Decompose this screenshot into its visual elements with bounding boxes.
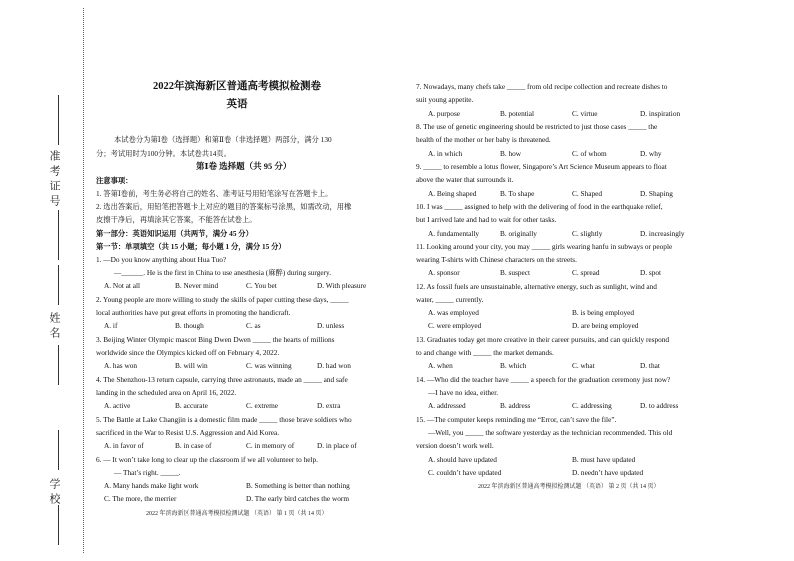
exam-title: 2022年滨海新区普通高考模拟检测卷 (153, 81, 321, 92)
q12-option-b: B. is being employed (572, 308, 635, 317)
note-2a: 2. 选出答案后，用铅笔把答题卡上对应的题目的答案标号涂黑，如需改动，用橡 (96, 202, 352, 211)
q11-option-c: C. spread (572, 268, 600, 277)
q15-option-a: A. should have updated (428, 455, 497, 464)
exam-subject: 英语 (226, 99, 248, 110)
q5-option-b: B. in case of (175, 441, 212, 450)
q7-option-d: D. inspiration (640, 109, 681, 118)
q2-option-d: D. unless (317, 321, 345, 330)
q14-option-d: D. to address (640, 401, 679, 410)
q2-option-a: A. if (104, 321, 118, 330)
q5-option-c: C. in memory of (246, 441, 295, 450)
intro-line-1: 本试卷分为第Ⅰ卷（选择题）和第Ⅱ卷（非选择题）两部分，满分 130 (114, 135, 332, 144)
q12-stem-1: 12. As fossil fuels are unsustainable, alternative energy, such as sunlight, wind and (416, 282, 657, 291)
q12-stem-2: water, _____ currently. (416, 295, 484, 304)
q12-option-a: A. was employed (428, 308, 479, 317)
q13-option-c: C. what (572, 361, 595, 370)
q14-stem-1: 14. —Who did the teacher have _____ a speech for the graduation ceremony just now? (416, 375, 671, 384)
q13-option-b: B. which (500, 361, 527, 370)
q6-stem-2: — That’s right. _____. (114, 468, 181, 477)
school-field-line (58, 430, 59, 470)
q9-option-b: B. To shape (500, 189, 535, 198)
q2-stem-2: local authorities have put great efforts in promoting the handicraft. (96, 308, 291, 317)
q3-option-c: C. was winning (246, 361, 292, 370)
q1-option-b: B. Never mind (175, 281, 219, 290)
note-1: 1. 答第Ⅰ卷前，考生务必将自己的姓名、准考证号用铅笔涂写在答题卡上。 (96, 189, 333, 198)
q13-option-d: D. that (640, 361, 660, 370)
q6-option-d: D. The early bird catches the worm (246, 494, 349, 503)
q8-stem-2: health of the mother or her baby is threatened. (416, 135, 551, 144)
q2-stem-1: 2. Young people are more willing to study the skills of paper cutting these days, _____ (96, 295, 349, 304)
q15-stem-1: 15. —The computer keeps reminding me “Error, can’t save the file”. (416, 415, 617, 424)
q4-stem-2: landing in the scheduled area on April 16, 2022. (96, 388, 237, 397)
q8-stem-1: 8. The use of genetic engineering should be restricted to just those cases _____ the (416, 122, 658, 131)
section-title: 第Ⅰ卷 选择题（共 95 分） (196, 161, 292, 171)
q5-stem-1: 5. The Battle at Lake Changjin is a domestic film made _____ those brave soldiers who (96, 415, 352, 424)
q7-stem-1: 7. Nowadays, many chefs take _____ from old recipe collection and recreate dishes to (416, 82, 668, 91)
part-1-heading: 第一部分：英语知识运用（共两节，满分 45 分） (96, 229, 253, 238)
q11-option-d: D. spot (640, 268, 662, 277)
name-field-line (58, 265, 59, 305)
notes-title: 注意事项： (96, 176, 133, 185)
q4-option-b: B. accurate (175, 401, 208, 410)
q15-option-d: D. needn’t have updated (572, 468, 644, 477)
q15-stem-3: version doesn’t work well. (416, 441, 494, 450)
q6-option-c: C. The more, the merrier (104, 494, 177, 503)
q14-option-b: B. address (500, 401, 531, 410)
q9-stem-1: 9. _____ to resemble a lotus flower, Singapore’s Art Science Museum appears to float (416, 162, 667, 171)
student-id-field-line-2 (58, 210, 59, 260)
q7-stem-2: suit young appetite. (416, 95, 474, 104)
q11-option-a: A. sponsor (428, 268, 460, 277)
q6-option-b: B. Something is better than nothing (246, 481, 350, 490)
q15-stem-2: —Well, you _____ the software yesterday as the technician recommended. This old (428, 428, 673, 437)
q10-option-d: D. increasingly (640, 229, 685, 238)
q14-option-c: C. addressing (572, 401, 612, 410)
q4-stem-1: 4. The Shenzhou-13 return capsule, carrying three astronauts, made an _____ and safe (96, 375, 348, 384)
q5-option-a: A. in favor of (104, 441, 144, 450)
binding-dotted-line (83, 8, 84, 553)
q8-option-c: C. of whom (572, 149, 607, 158)
q1-option-c: C. You bet (246, 281, 277, 290)
q8-option-b: B. how (500, 149, 522, 158)
q2-option-b: B. though (175, 321, 204, 330)
q12-option-d: D. are being employed (572, 321, 639, 330)
left-page-footer: 2022 年滨海新区普通高考模拟检测试题 （英语） 第 1 页（共 14 页） (146, 511, 328, 517)
q10-option-b: B. originally (500, 229, 537, 238)
q7-option-b: B. potential (500, 109, 535, 118)
q4-option-a: A. active (104, 401, 131, 410)
q15-option-c: C. couldn’t have updated (428, 468, 502, 477)
intro-line-2: 分；考试用时为100分钟。本试卷共14页。 (96, 149, 231, 158)
q4-option-d: D. extra (317, 401, 341, 410)
q10-option-c: C. slightly (572, 229, 603, 238)
q3-stem-1: 3. Beijing Winter Olympic mascot Bing Dwen Dwen _____ the hearts of millions (96, 335, 335, 344)
q11-option-b: B. suspect (500, 268, 530, 277)
q9-stem-2: above the water that surrounds it. (416, 175, 514, 184)
q7-option-a: A. purpose (428, 109, 461, 118)
q1-option-a: A. Not at all (104, 281, 141, 290)
q9-option-d: D. Shaping (640, 189, 673, 198)
q14-option-a: A. addressed (428, 401, 466, 410)
q6-option-a: A. Many hands make light work (104, 481, 199, 490)
q2-option-c: C. as (246, 321, 261, 330)
q10-option-a: A. fundamentally (428, 229, 480, 238)
q3-option-d: D. had won (317, 361, 351, 370)
q10-stem-2: but I arrived late and had to wait for other tasks. (416, 215, 557, 224)
q6-stem-1: 6. — It won’t take long to clear up the classroom if we all volunteer to help. (96, 455, 318, 464)
q1-answer: —______. He is the first in China to use anesthesia (麻醉) during surgery. (114, 268, 332, 277)
q3-option-a: A. has won (104, 361, 138, 370)
q8-option-a: A. in which (428, 149, 463, 158)
q13-option-a: A. when (428, 361, 453, 370)
q11-stem-1: 11. Looking around your city, you may _____ girls wearing hanfu in subways or people (416, 242, 673, 251)
q13-stem-2: to and change with _____ the market demands. (416, 348, 554, 357)
q5-option-d: D. in place of (317, 441, 357, 450)
q13-stem-1: 13. Graduates today get more creative in their career pursuits, and can quickly respond (416, 335, 670, 344)
q11-stem-2: wearing T-shirts with Chinese characters on the streets. (416, 255, 577, 264)
school-label: 学校 (48, 478, 60, 508)
q9-option-a: A. Being shaped (428, 189, 477, 198)
q15-option-b: B. must have updated (572, 455, 636, 464)
name-field-line-2 (58, 345, 59, 385)
q1-stem: 1. —Do you know anything about Hua Tuo? (96, 255, 227, 264)
school-field-line-2 (58, 505, 59, 545)
q8-option-d: D. why (640, 149, 662, 158)
student-id-field-line (58, 95, 59, 145)
right-page-footer: 2022 年滨海新区普通高考模拟检测试题 （英语） 第 2 页（共 14 页） (478, 484, 660, 490)
student-id-label: 准考证号 (48, 150, 60, 210)
q4-option-c: C. extreme (246, 401, 279, 410)
q9-option-c: C. Shaped (572, 189, 602, 198)
q5-stem-2: sacrificed in the War to Resist U.S. Aggression and Aid Korea. (96, 428, 280, 437)
q3-stem-2: worldwide since the Olympics kicked off on February 4, 2022. (96, 348, 280, 357)
q7-option-c: C. virtue (572, 109, 598, 118)
q12-option-c: C. were employed (428, 321, 482, 330)
name-label: 姓名 (48, 312, 60, 342)
q10-stem-1: 10. I was _____ assigned to help with the delivering of food in the earthquake relief, (416, 202, 663, 211)
q14-stem-2: —I have no idea, either. (428, 388, 499, 397)
section-1-heading: 第一节：单项填空（共 15 小题；每小题 1 分，满分 15 分） (96, 242, 286, 251)
q1-option-d: D. With pleasure (317, 281, 367, 290)
note-2b: 皮擦干净后，再填涂其它答案，不能答在试卷上。 (96, 215, 257, 224)
q3-option-b: B. will win (175, 361, 208, 370)
